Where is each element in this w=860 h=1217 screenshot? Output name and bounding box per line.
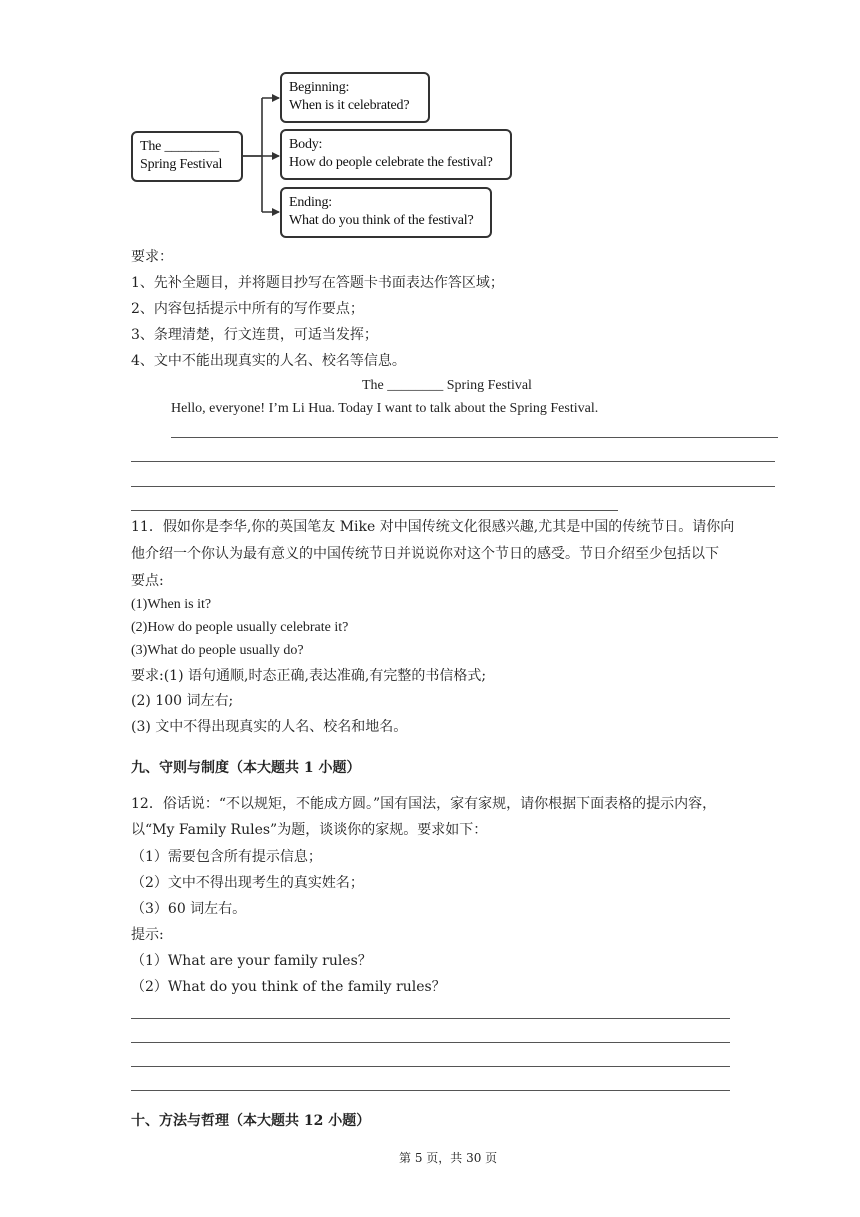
answer-line [131, 486, 775, 487]
answer-line [131, 1018, 730, 1019]
essay-title: The ________ Spring Festival [362, 378, 532, 393]
q11-text-line: 要点: [131, 573, 164, 589]
answer-line [131, 510, 618, 511]
q11-requirement: (2) 100 词左右; [131, 693, 234, 709]
diagram-box-ending [280, 187, 492, 238]
q11-text-line: 11．假如你是李华,你的英国笔友 Mike 对中国传统文化很感兴趣,尤其是中国的传统节日。请你向 [131, 519, 735, 535]
answer-line [131, 1066, 730, 1067]
q11-text-line: 他介绍一个你认为最有意义的中国传统节日并说说你对这个节日的感受。节日介绍至少包括以下 [131, 546, 719, 562]
section-heading: 九、守则与制度（本大题共 1 小题） [131, 760, 361, 776]
diagram-center-line1: The ________ [140, 139, 219, 154]
diagram-box-heading: Ending: [289, 195, 332, 210]
q12-hint: （2）What do you think of the family rules？ [131, 979, 446, 995]
requirement-item: 1、先补全题目，并将题目抄写在答题卡书面表达作答区域； [131, 275, 504, 291]
answer-line [131, 1090, 730, 1091]
diagram-center-box [131, 131, 243, 182]
diagram-box-question: What do you think of the festival? [289, 213, 474, 228]
q11-requirement: 要求:(1) 语句通顺,时态正确,表达准确,有完整的书信格式; [131, 668, 487, 684]
q11-point: (2)How do people usually celebrate it? [131, 620, 349, 635]
requirement-item: 2、内容包括提示中所有的写作要点； [131, 301, 364, 317]
essay-opening: Hello, everyone! I’m Li Hua. Today I want to talk about the Spring Festival. [171, 401, 599, 416]
diagram-box-beginning [280, 72, 430, 123]
answer-line [171, 437, 778, 438]
q12-hint-label: 提示: [131, 927, 164, 943]
q12-hint: （1）What are your family rules？ [131, 953, 372, 969]
q12-requirement: （3）60 词左右。 [131, 901, 247, 917]
q11-point: (3)What do people usually do? [131, 643, 304, 658]
diagram-center-line2: Spring Festival [140, 157, 223, 172]
answer-line [131, 461, 775, 462]
answer-line [131, 1042, 730, 1043]
requirement-item: 4、文中不能出现真实的人名、校名等信息。 [131, 353, 406, 369]
q12-requirement: （2）文中不得出现考生的真实姓名； [131, 875, 364, 891]
requirement-item: 3、条理清楚，行文连贯，可适当发挥； [131, 327, 378, 343]
q12-text-line: 12．俗话说：“不以规矩，不能成方圆。”国有国法，家有家规，请你根据下面表格的提示内容， [131, 796, 717, 812]
diagram-box-body [280, 129, 512, 180]
q11-requirement: (3) 文中不得出现真实的人名、校名和地名。 [131, 719, 408, 735]
diagram-box-heading: Body: [289, 137, 323, 152]
q12-text-line: 以“My Family Rules”为题，谈谈你的家规。要求如下： [131, 822, 488, 838]
section-heading: 十、方法与哲理（本大题共 12 小题） [131, 1113, 371, 1129]
diagram-box-heading: Beginning: [289, 80, 350, 95]
q11-point: (1)When is it? [131, 597, 212, 612]
diagram-box-question: How do people celebrate the festival? [289, 155, 493, 170]
page-number: 第 5 页，共 30 页 [399, 1151, 498, 1165]
q12-requirement: （1）需要包含所有提示信息； [131, 849, 322, 865]
requirements-label: 要求： [131, 249, 173, 265]
diagram-box-question: When is it celebrated? [289, 98, 410, 113]
